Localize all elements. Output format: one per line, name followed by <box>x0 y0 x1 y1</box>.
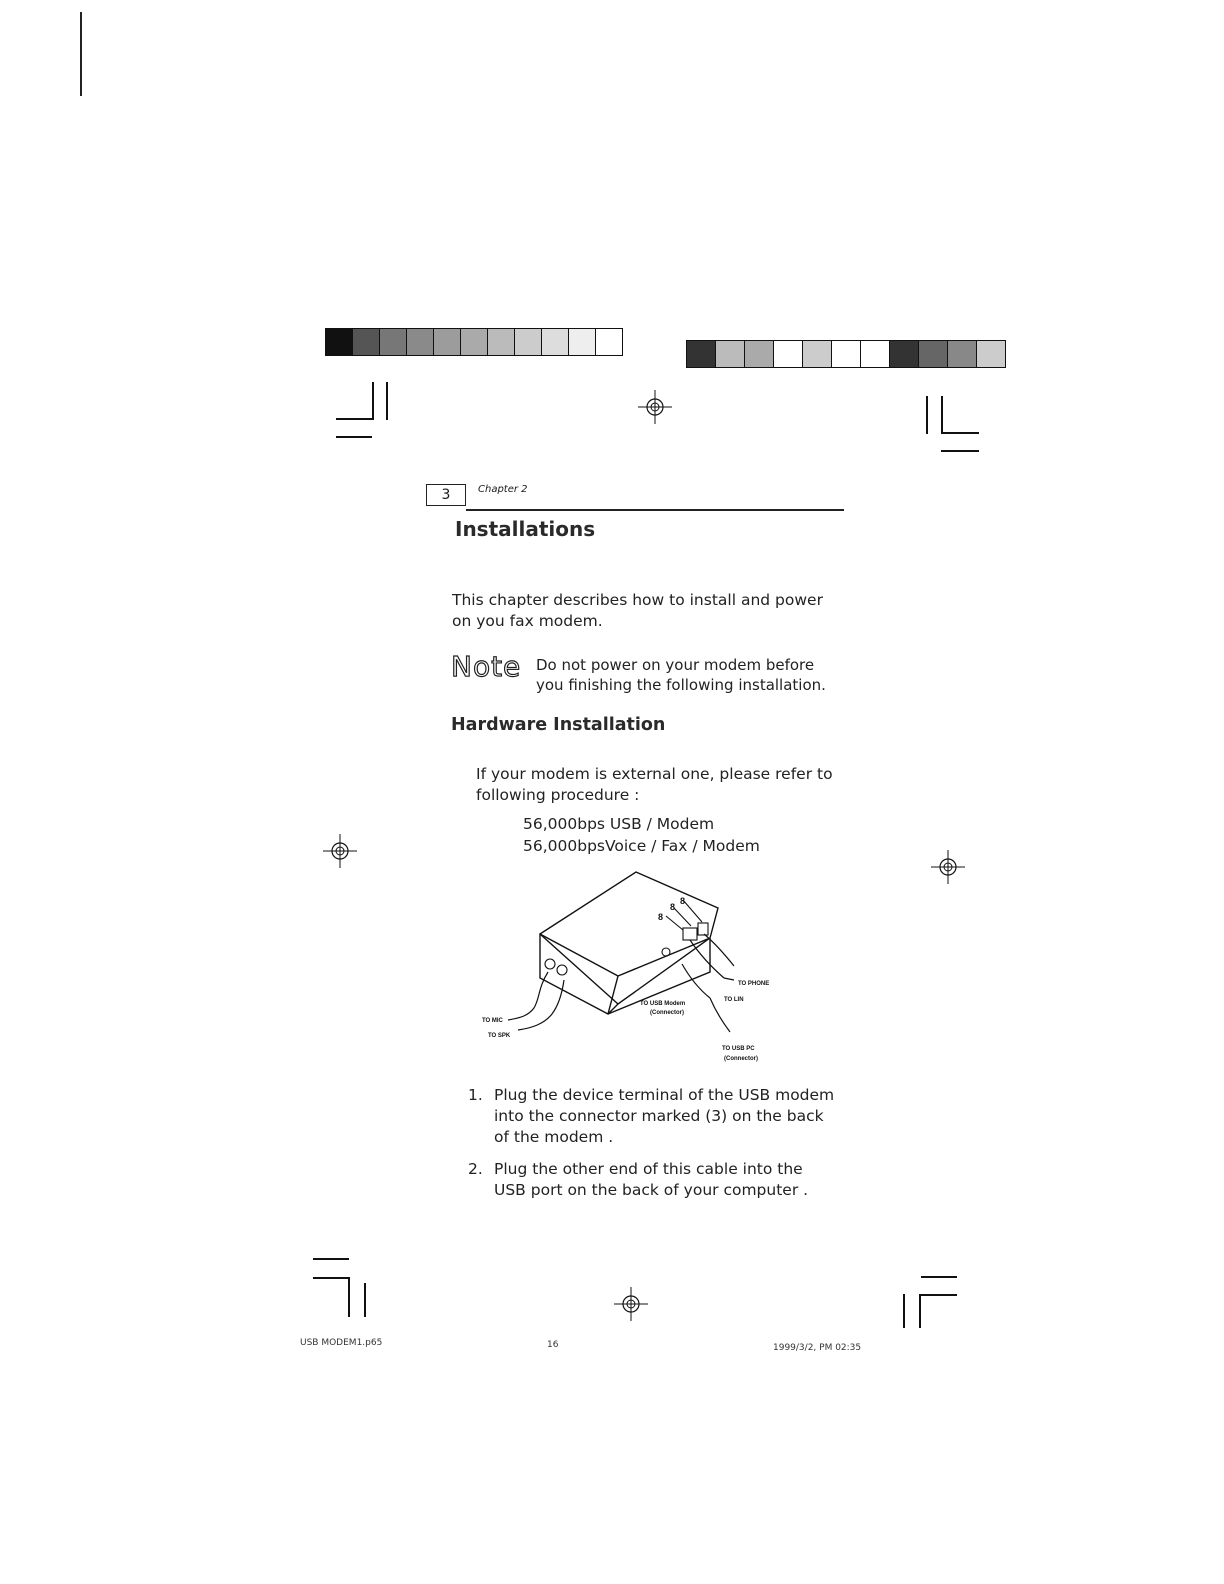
crop-mark-bottom-left <box>313 1258 349 1260</box>
crop-mark-top-right <box>926 396 928 434</box>
diagram-label-to-phone: TO PHONE <box>738 981 770 987</box>
model-item: 56,000bps USB / Modem <box>523 815 715 833</box>
intro-line-1: This chapter describes how to install and power <box>452 591 823 609</box>
crop-mark-bottom-right <box>903 1294 905 1328</box>
crop-mark-top-left <box>336 418 372 420</box>
chapter-label: Chapter 2 <box>478 484 528 495</box>
footer-page-number: 16 <box>547 1340 559 1350</box>
page-title: Installations <box>455 517 596 541</box>
diagram-label-to-usb-modem: TO USB Modem <box>640 1001 686 1007</box>
diagram-label-connector: (Connector) <box>724 1056 758 1062</box>
crop-mark-bottom-right <box>921 1276 957 1278</box>
diagram-label-to-spk: TO SPK <box>488 1033 511 1039</box>
step-line: Plug the other end of this cable into the <box>494 1160 803 1178</box>
registration-mark-icon <box>931 850 965 884</box>
diagram-label-to-mic: TO MIC <box>482 1018 503 1024</box>
hardware-line-2: following procedure : <box>476 786 640 804</box>
chapter-rule <box>466 509 844 511</box>
diagram-label-line-port: 8 <box>670 902 676 912</box>
footer-filename: USB MODEM1.p65 <box>300 1338 383 1348</box>
color-bar-right <box>686 340 1005 368</box>
footer-timestamp: 1999/3/2, PM 02:35 <box>773 1343 862 1353</box>
model-item: 56,000bpsVoice / Fax / Modem <box>523 837 760 855</box>
crop-mark-top-right <box>941 432 979 434</box>
diagram-label-to-lin: TO LIN <box>724 997 744 1003</box>
diagram-label-to-usb-pc: TO USB PC <box>722 1046 755 1052</box>
step-line: USB port on the back of your computer . <box>494 1181 809 1199</box>
color-bar-left <box>325 328 622 356</box>
step-number: 1. <box>468 1086 483 1104</box>
crop-mark-bottom-right <box>919 1294 957 1296</box>
registration-mark-icon <box>323 834 357 868</box>
step-line: of the modem . <box>494 1128 614 1146</box>
diagram-label-phone-port: 8 <box>680 896 686 906</box>
crop-mark-top-right <box>941 396 943 434</box>
crop-mark-top-right <box>941 450 979 452</box>
chapter-page-number: 3 <box>426 484 466 506</box>
modem-cables <box>508 934 734 1032</box>
intro-line-2: on you fax modem. <box>452 612 603 630</box>
diagram-label-connector: (Connector) <box>650 1010 684 1016</box>
crop-mark-top-left <box>386 382 388 420</box>
diagram-label-usb-port: 8 <box>658 912 664 922</box>
modem-diagram <box>478 868 798 1072</box>
step-line: into the connector marked (3) on the back <box>494 1107 824 1125</box>
crop-mark-bottom-left <box>313 1277 349 1279</box>
modem-ports <box>545 900 708 975</box>
registration-mark-icon <box>614 1287 648 1321</box>
note-label: Note <box>451 650 522 683</box>
crop-mark-top-left <box>336 436 372 438</box>
scan-edge-mark <box>80 12 82 96</box>
registration-mark-icon <box>638 390 672 424</box>
note-line-2: you finishing the following installation. <box>536 676 826 694</box>
note-line-1: Do not power on your modem before <box>536 656 815 674</box>
crop-mark-bottom-left <box>348 1277 350 1317</box>
section-heading: Hardware Installation <box>451 715 666 735</box>
crop-mark-bottom-left <box>364 1283 366 1317</box>
hardware-line-1: If your modem is external one, please refer to <box>476 765 833 783</box>
step-line: Plug the device terminal of the USB modem <box>494 1086 835 1104</box>
crop-mark-top-left <box>372 382 374 420</box>
crop-mark-bottom-right <box>919 1294 921 1328</box>
modem-body <box>540 872 718 1014</box>
step-number: 2. <box>468 1160 483 1178</box>
